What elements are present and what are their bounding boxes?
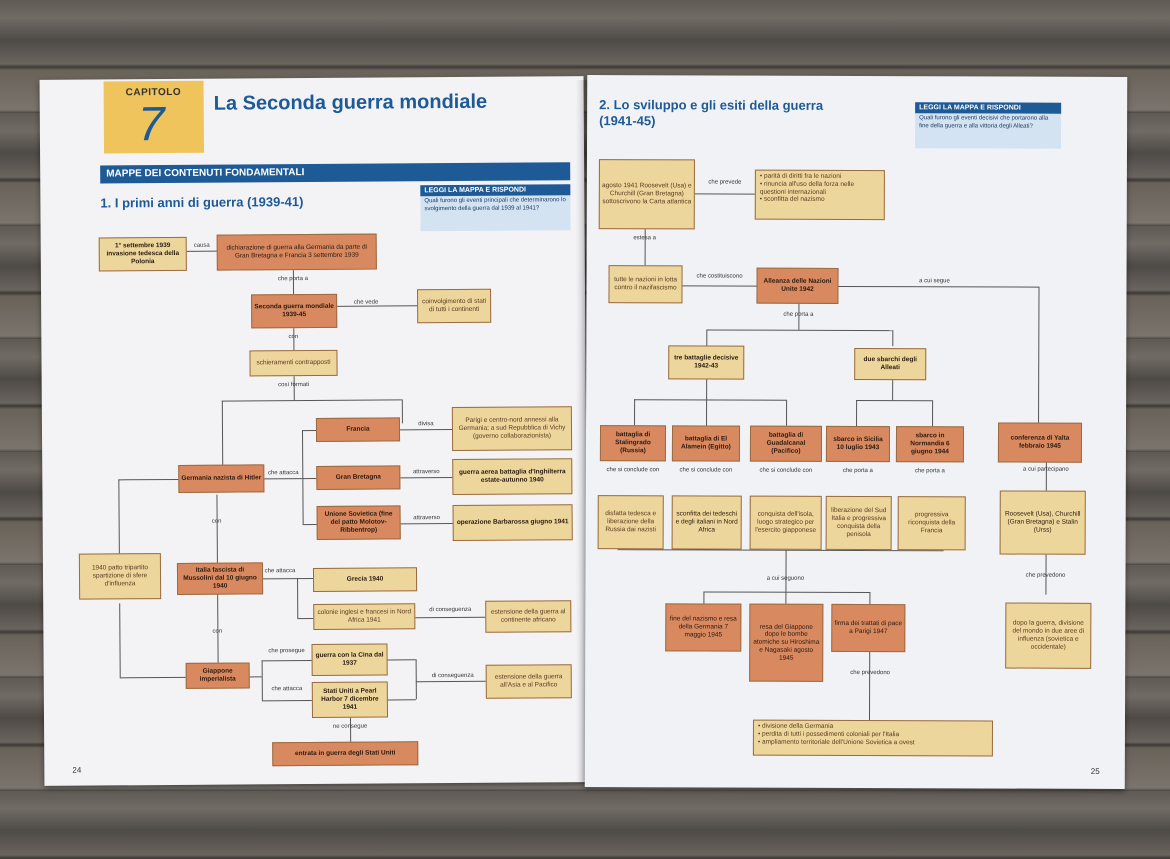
node-stalingrad: battaglia di Stalingrado (Russia) [600, 425, 666, 461]
connector-line [262, 700, 312, 701]
connector-line [303, 524, 317, 525]
connector-label: divisa [418, 421, 434, 428]
connector-label: di conseguenza [431, 672, 474, 680]
connector-label: così formati [278, 382, 310, 389]
node-invasion-poland: 1° settembre 1939 invasione tedesca della Polonia [99, 237, 187, 272]
node-great-britain: Gran Bretagna [316, 465, 400, 490]
connector-line [839, 286, 1039, 288]
connector-label: a cui segue [919, 278, 950, 285]
right-page [585, 75, 1127, 789]
node-tripartite-pact: 1940 patto tripartito spartizione di sfere d'influenza [79, 553, 161, 600]
node-peace-terms [753, 720, 993, 757]
connector-line [856, 400, 932, 401]
node-north-africa: colonie inglesi e francesi in Nord Africa 1941 [313, 603, 415, 630]
node-japan: Giappone imperialista [186, 662, 250, 688]
chapter-label: CAPITOLO [125, 86, 182, 99]
connector-line [262, 660, 312, 661]
node-world-division: dopo la guerra, divisione del mondo in due aree di influenza (sovietica e occidentale) [1005, 603, 1091, 669]
connector-line [703, 591, 704, 603]
connector-line [222, 401, 223, 465]
connector-line [119, 603, 121, 677]
node-german-surrender: fine del nazismo e resa della Germania 7 maggio 1945 [665, 603, 741, 651]
node-china-war: guerra con la Cina dal 1937 [311, 643, 387, 676]
node-alignments: schieramenti contrapposti [249, 350, 337, 377]
node-el-alamein: battaglia di El Alamein (Egitto) [672, 425, 740, 461]
connector-label: che porta a [783, 311, 814, 318]
connector-label: ne consegue [332, 723, 368, 730]
hint-box [420, 184, 570, 231]
node-declaration-war: dichiarazione di guerra alla Germania da parte di Gran Bretagna e Francia 3 settembre 1939 [217, 234, 377, 271]
connector-line [118, 479, 178, 480]
node-german-defeat: disfatta tedesca e liberazione della Russia dai nazisti [598, 495, 664, 549]
hint-title: LEGGI LA MAPPA E RISPONDI [420, 184, 570, 196]
connector-line [892, 380, 893, 400]
principle-item: • parità di diritti fra le nazioni [759, 172, 842, 180]
connector-line [120, 677, 186, 678]
connector-label: a cui partecipano [1023, 466, 1069, 473]
connector-line [402, 399, 403, 423]
connector-line [415, 617, 485, 618]
node-second-world-war: Seconda guerra mondiale 1939-45 [251, 294, 337, 329]
node-battle-britain: guerra aerea battaglia d'Inghilterra estate-autunno 1940 [452, 458, 572, 495]
connector-line [297, 618, 313, 619]
term-item: • ampliamento territoriale dell'Unione Sovietica a ovest [757, 738, 915, 746]
node-normandy: sbarco in Normandia 6 giugno 1944 [896, 426, 964, 462]
connector-line [706, 329, 707, 345]
section-title: 1. I primi anni di guerra (1939-41) [100, 194, 304, 211]
connector-label: che prosegue [268, 648, 305, 655]
connector-label: che costituiscono [696, 273, 743, 280]
node-africa-extension: estensione della guerra al continente africano [485, 600, 571, 633]
page-number: 25 [1090, 766, 1100, 776]
connector-label: causa [193, 242, 210, 249]
hint-box [915, 102, 1061, 149]
connector-label: che prevede [708, 179, 742, 186]
connector-line [216, 495, 217, 565]
term-item: • perdita di tutti i possedimenti coloniali per l'Italia [757, 730, 900, 738]
connector-line [869, 592, 870, 604]
connector-label: che si conclude con [759, 467, 813, 474]
section-title: 2. Lo sviluppo e gli esiti della guerra (1941-45) [599, 97, 824, 129]
node-island-conquest: conquista dell'isola, luogo strategico per l'esercito giapponese [750, 496, 822, 550]
node-greece: Grecia 1940 [313, 567, 417, 592]
node-france-reconquest: progressiva riconquista della Francia [898, 496, 966, 550]
connector-line [388, 659, 416, 660]
connector-line [856, 400, 857, 426]
connector-label: che porta a [914, 468, 945, 475]
left-page [40, 76, 589, 786]
connector-line [706, 379, 707, 399]
node-south-italy: liberazione del Sud Italia e progressiva conquista della penisola [826, 496, 892, 550]
connector-line [400, 429, 452, 430]
chapter-tag [104, 81, 205, 154]
connector-label: con [211, 518, 222, 525]
connector-line [1038, 287, 1039, 423]
connector-label: a cui seguono [766, 575, 805, 582]
node-guadalcanal: battaglia di Guadalcanal (Pacifico) [750, 426, 822, 462]
node-barbarossa: operazione Barbarossa giugno 1941 [453, 504, 573, 541]
node-fascist-italy: Italia fascista di Mussolini dal 10 giugno 1940 [177, 562, 263, 595]
connector-label: attraverso [413, 515, 440, 522]
node-yalta: conferenza di Yalta febbraio 1945 [998, 422, 1082, 462]
connector-line [695, 193, 755, 194]
node-paris-treaties: firma dei trattati di pace a Parigi 1947 [831, 604, 905, 652]
page-title: La Seconda guerra mondiale [213, 90, 488, 115]
connector-label: che attacca [267, 470, 299, 477]
connector-line [706, 399, 707, 425]
connector-line [187, 251, 217, 252]
connector-label: che attacca [271, 686, 303, 693]
node-soviet-union: Unione Sovietica (fine del patto Molotov-Ribbentrop) [317, 505, 401, 540]
connector-line [250, 676, 262, 677]
connector-line [932, 400, 933, 426]
connector-line [786, 400, 787, 426]
node-nations-against: tutte le nazioni in lotta contro il nazifascismo [608, 265, 682, 303]
connector-line [416, 681, 486, 682]
connector-label: attraverso [412, 469, 440, 476]
node-pearl-harbor: Stati Uniti a Pearl Harbor 7 dicembre 1941 [312, 681, 388, 718]
node-japan-surrender: resa del Giappone dopo le bombe atomiche su Hiroshima e Nagasaki agosto 1945 [749, 604, 823, 682]
connector-label: che attacca [264, 568, 296, 575]
connector-line [683, 285, 757, 286]
connector-line [264, 478, 302, 479]
node-charter-principles [755, 170, 885, 220]
connector-line [302, 430, 316, 431]
node-yalta-leaders: Roosevelt (Usa), Churchill (Gran Bretagna) e Stalin (Urss) [1000, 491, 1086, 555]
node-vichy: Parigi e centro-nord annessi alla Germania; a sud Repubblica di Vichy (governo collaborazionista) [452, 406, 572, 451]
connector-line [634, 399, 635, 425]
node-atlantic-charter: agosto 1941 Roosevelt (Usa) e Churchill (Gran Bretagna) sottoscrivono la Carta atlantica [599, 159, 695, 229]
section-banner: MAPPE DEI CONTENUTI FONDAMENTALI [100, 162, 570, 183]
term-item: • divisione della Germania [757, 722, 834, 730]
connector-label: che porta a [842, 467, 873, 475]
connector-line [222, 399, 402, 401]
connector-line [302, 478, 316, 479]
connector-line [869, 652, 870, 720]
node-two-landings: due sbarchi degli Alleati [854, 348, 926, 380]
node-three-battles: tre battaglie decisive 1942-43 [668, 345, 744, 379]
node-involvement: coinvolgimento di stati di tutti i continenti [417, 289, 491, 324]
hint-text: Quali furono gli eventi principali che determinarono lo svolgimento della guerra dal 1939 al 1941? [424, 197, 566, 212]
node-asia-extension: estensione della guerra all'Asia e al Pacifico [486, 664, 572, 699]
node-nazi-germany: Germania nazista di Hitler [178, 464, 264, 493]
connector-label: che porta a [277, 276, 308, 283]
connector-line [118, 479, 120, 553]
connector-line [634, 399, 786, 401]
connector-label: con [212, 628, 223, 635]
principle-item: • sconfitta del nazismo [759, 196, 825, 204]
connector-line [263, 578, 313, 579]
connector-label: che prevedono [1025, 572, 1066, 579]
connector-line [297, 578, 298, 618]
connector-line [892, 330, 893, 346]
hint-text: Quali furono gli eventi decisivi che portarono alla fine della guerra e alla vittoria degli Alleati? [919, 115, 1049, 130]
connector-label: che vede [353, 299, 379, 306]
connector-label: con [288, 334, 299, 341]
connector-line [262, 660, 263, 700]
connector-line [388, 699, 416, 700]
chapter-number: 7 [137, 98, 165, 152]
node-us-entry: entrata in guerra degli Stati Uniti [272, 741, 418, 766]
node-africa-defeat: sconfitta dei tedeschi e degli italiani in Nord Africa [672, 495, 742, 549]
connector-label: che si conclude con [679, 467, 733, 474]
connector-line [400, 477, 452, 478]
page-number: 24 [72, 765, 82, 775]
principle-item: • rinuncia all'uso della forza nelle questioni internazionali [759, 180, 855, 196]
node-united-nations: Alleanza delle Nazioni Unite 1942 [756, 268, 838, 304]
node-france: Francia [316, 417, 400, 442]
connector-line [416, 659, 417, 699]
connector-label: estesa a [633, 235, 657, 242]
connector-label: che prevedono [850, 669, 891, 677]
node-sicily: sbarco in Sicilia 10 luglio 1943 [826, 426, 890, 462]
hint-title: LEGGI LA MAPPA E RISPONDI [915, 102, 1061, 114]
connector-label: che si conclude con [606, 467, 660, 474]
connector-line [706, 329, 892, 331]
connector-label: di conseguenza [429, 606, 472, 614]
connector-line [401, 523, 453, 524]
